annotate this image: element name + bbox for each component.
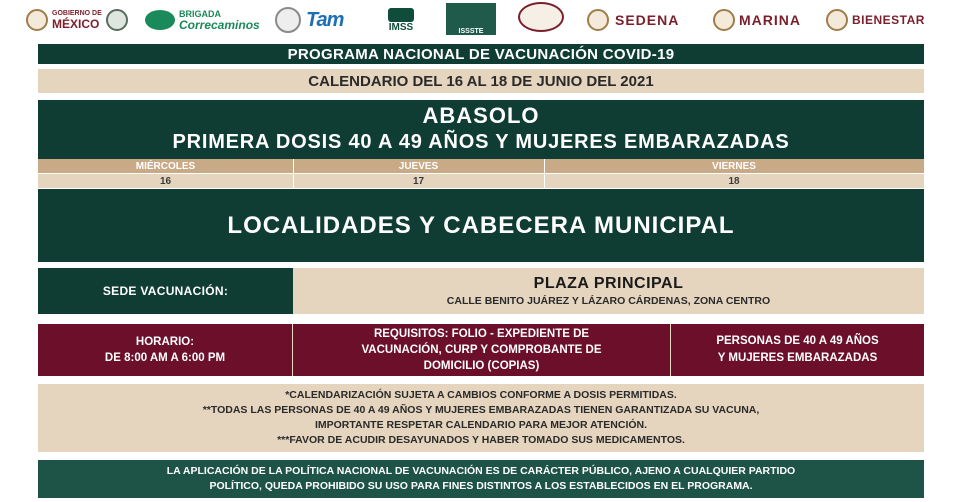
days-table (38, 159, 924, 188)
sedena-seal-icon (587, 9, 609, 31)
dose-group: PRIMERA DOSIS 40 A 49 AÑOS Y MUJERES EMBARAZADAS (172, 130, 790, 153)
bienestar-logo (826, 6, 925, 34)
day-name: VIERNES (712, 160, 756, 172)
correcaminos-icon (145, 10, 175, 30)
brigada-line2: Correcaminos (179, 18, 260, 32)
sedena-logo (587, 6, 679, 34)
bienestar-text: BIENESTAR (852, 13, 925, 27)
tam-text: Tam (306, 8, 344, 31)
issste-logo (446, 2, 496, 36)
imss-logo (380, 6, 422, 34)
marina-logo (713, 6, 801, 34)
schedule-cell (38, 324, 292, 376)
note-line: **TODAS LAS PERSONAS DE 40 A 49 AÑOS Y MUJERES EMBARAZADAS TIENEN GARANTIZADA SU VACUNA, (202, 404, 760, 416)
schedule-hours: DE 8:00 AM A 6:00 PM (104, 352, 226, 364)
sedena-text: SEDENA (615, 12, 680, 28)
notes-panel (38, 384, 924, 452)
disclaimer-line: LA APLICACIÓN DE LA POLÍTICA NACIONAL DE VACUNACIÓN ES DE CARÁCTER PÚBLICO, AJENO A CUALQUIER PARTIDO (166, 465, 796, 477)
audience-cell (671, 324, 924, 376)
marina-seal-icon (713, 9, 735, 31)
gob-line1: GOBIERNO DE (52, 10, 102, 17)
localities-title: LOCALIDADES Y CABECERA MUNICIPAL (38, 189, 924, 262)
calendar-title: CALENDARIO DEL 16 AL 18 DE JUNIO DEL 2021 (38, 69, 924, 93)
imss-text: IMSS (388, 21, 414, 33)
municipality-name: ABASOLO (422, 103, 540, 128)
brigada-correcaminos-logo (145, 6, 260, 34)
disclaimer-line: POLÍTICO, QUEDA PROHIBIDO SU USO PARA FINES DISTINTOS A LOS ESTABLECIDOS EN EL PROGRAMA. (209, 480, 753, 492)
day-date: 18 (728, 175, 740, 187)
state-seal-icon (275, 7, 301, 33)
note-line: ***FAVOR DE ACUDIR DESAYUNADOS Y HABER TOMADO SUS MEDICAMENTOS. (277, 434, 685, 446)
venue-label: SEDE VACUNACIÓN: (38, 268, 293, 314)
day-date: 16 (159, 175, 172, 187)
venue-panel (293, 268, 924, 314)
audience-line: Y MUJERES EMBARAZADAS (717, 352, 878, 364)
note-line: IMPORTANTE RESPETAR CALENDARIO PARA MEJOR ATENCIÓN. (314, 419, 648, 431)
tamaulipas-seal (275, 6, 301, 34)
issste-text: ISSSTE (458, 28, 484, 35)
day-date: 17 (412, 175, 425, 187)
requirements-line: REQUISITOS: FOLIO - EXPEDIENTE DE (373, 328, 590, 340)
requirements-cell (293, 324, 670, 376)
note-line: *CALENDARIZACIÓN SUJETA A CAMBIOS CONFORME A DOSIS PERMITIDAS. (285, 389, 677, 401)
seal-icon (518, 2, 564, 32)
program-title: PROGRAMA NACIONAL DE VACUNACIÓN COVID-19 (38, 44, 924, 64)
day-name: JUEVES (398, 160, 439, 172)
bienestar-seal-icon (826, 9, 848, 31)
government-seal (518, 3, 564, 31)
mexico-emblem-icon (106, 9, 128, 31)
gob-line2: MÉXICO (52, 17, 100, 31)
marina-text: MARINA (739, 12, 801, 28)
brigada-line1: BRIGADA (179, 9, 221, 19)
logo-strip (0, 0, 960, 40)
audience-line: PERSONAS DE 40 A 49 AÑOS (716, 335, 879, 347)
venue-address: CALLE BENITO JUÁREZ Y LÁZARO CÁRDENAS, ZONA CENTRO (446, 295, 771, 307)
requirements-line: VACUNACIÓN, CURP Y COMPROBANTE DE (361, 344, 602, 356)
requirements-line: DOMICILIO (COPIAS) (423, 360, 540, 372)
imss-icon (388, 8, 414, 22)
tam-logo (306, 6, 343, 34)
mexico-seal-icon (26, 9, 48, 31)
info-row (38, 324, 924, 376)
header-panel (38, 100, 924, 159)
venue-name: PLAZA PRINCIPAL (533, 275, 684, 292)
disclaimer-panel (38, 460, 924, 498)
day-name: MIÉRCOLES (135, 160, 196, 172)
gobierno-mexico-logo (26, 6, 128, 34)
schedule-label: HORARIO: (135, 336, 195, 348)
